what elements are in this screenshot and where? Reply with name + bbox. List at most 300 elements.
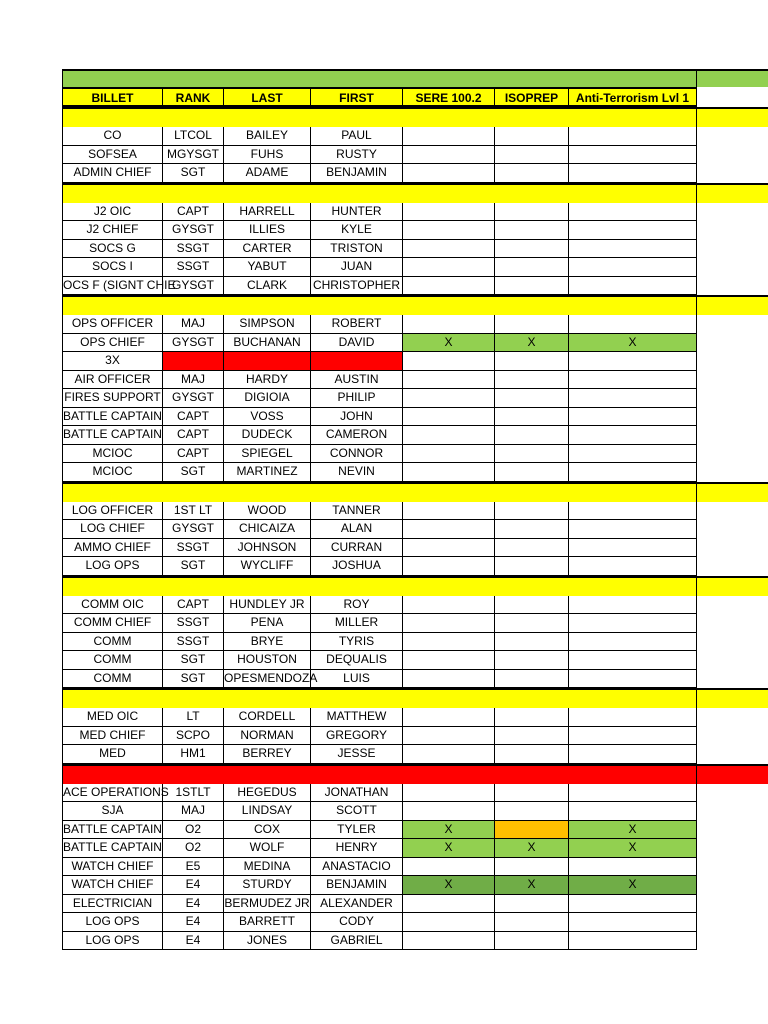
anti-terrorism-cell[interactable] (569, 164, 697, 183)
sere-cell[interactable] (403, 277, 495, 296)
rank-cell[interactable]: SGT (163, 463, 224, 482)
rank-cell[interactable]: SSGT (163, 240, 224, 259)
last-name-cell[interactable]: HOUSTON (224, 651, 311, 670)
first-name-cell[interactable]: JESSE (311, 745, 403, 764)
first-name-cell[interactable]: MATTHEW (311, 708, 403, 727)
rank-cell[interactable]: SCPO (163, 727, 224, 746)
billet-cell[interactable]: SJA (62, 802, 163, 821)
table-row (62, 389, 768, 408)
sere-cell[interactable] (403, 445, 495, 464)
sere-cell[interactable] (403, 127, 495, 146)
last-name-cell[interactable]: HARRELL (224, 203, 311, 222)
rank-cell[interactable]: GYSGT (163, 334, 224, 353)
billet-cell[interactable]: MCIOC (62, 445, 163, 464)
sere-cell[interactable] (403, 784, 495, 803)
rank-cell[interactable]: E4 (163, 932, 224, 951)
isoprep-cell[interactable] (495, 371, 569, 390)
first-name-cell[interactable]: MILLER (311, 614, 403, 633)
last-name-cell[interactable]: LINDSAY (224, 802, 311, 821)
rank-cell[interactable]: LT (163, 708, 224, 727)
isoprep-cell[interactable] (495, 784, 569, 803)
sere-cell[interactable] (403, 932, 495, 951)
billet-cell[interactable]: SOCS G (62, 240, 163, 259)
isoprep-cell[interactable] (495, 203, 569, 222)
sere-cell[interactable] (403, 670, 495, 689)
first-name-cell[interactable]: JONATHAN (311, 784, 403, 803)
anti-terrorism-cell[interactable] (569, 240, 697, 259)
billet-cell[interactable]: BATTLE CAPTAIN (62, 426, 163, 445)
rank-cell[interactable]: CAPT (163, 203, 224, 222)
last-name-cell[interactable]: WOOD (224, 502, 311, 521)
table-row (62, 520, 768, 539)
first-name-cell[interactable]: CAMERON (311, 426, 403, 445)
billet-cell[interactable]: LOG OPS (62, 557, 163, 576)
sere-cell[interactable] (403, 164, 495, 183)
header-rank[interactable]: RANK (163, 87, 224, 107)
rank-cell[interactable]: CAPT (163, 426, 224, 445)
last-name-cell[interactable]: CHICAIZA (224, 520, 311, 539)
first-name-cell[interactable]: BENJAMIN (311, 164, 403, 183)
rank-cell[interactable]: CAPT (163, 408, 224, 427)
billet-cell[interactable]: COMM OIC (62, 596, 163, 615)
rank-cell[interactable]: MGYSGT (163, 146, 224, 165)
billet-cell[interactable]: ACE OPERATIONS (62, 784, 163, 803)
isoprep-cell[interactable]: X (495, 876, 569, 895)
section-band (62, 688, 768, 708)
sere-cell[interactable] (403, 651, 495, 670)
anti-terrorism-cell[interactable] (569, 408, 697, 427)
section-band (62, 482, 768, 502)
table-row (62, 146, 768, 165)
rank-cell[interactable]: E4 (163, 895, 224, 914)
billet-cell[interactable]: LOG OPS (62, 913, 163, 932)
last-name-cell[interactable]: OPESMENDOZA (224, 670, 311, 689)
billet-cell[interactable]: COMM (62, 633, 163, 652)
section-band (62, 576, 768, 596)
anti-terrorism-cell[interactable] (569, 895, 697, 914)
roster-sheet (62, 69, 768, 950)
rank-cell[interactable]: GYSGT (163, 520, 224, 539)
anti-terrorism-cell[interactable] (569, 913, 697, 932)
last-name-cell[interactable]: BUCHANAN (224, 334, 311, 353)
anti-terrorism-cell[interactable] (569, 932, 697, 951)
sere-cell[interactable] (403, 539, 495, 558)
rank-cell[interactable]: SGT (163, 557, 224, 576)
last-name-cell[interactable]: JONES (224, 932, 311, 951)
title-band (62, 69, 768, 87)
isoprep-cell[interactable] (495, 858, 569, 877)
anti-terrorism-cell[interactable] (569, 389, 697, 408)
table-row (62, 315, 768, 334)
billet-cell[interactable]: FIRES SUPPORT (62, 389, 163, 408)
sere-cell[interactable] (403, 240, 495, 259)
sere-cell[interactable] (403, 408, 495, 427)
isoprep-cell[interactable] (495, 426, 569, 445)
billet-cell[interactable]: OPS OFFICER (62, 315, 163, 334)
billet-cell[interactable]: J2 CHIEF (62, 221, 163, 240)
first-name-cell[interactable]: CURRAN (311, 539, 403, 558)
header-last[interactable]: LAST (224, 87, 311, 107)
first-name-cell[interactable]: ALEXANDER (311, 895, 403, 914)
billet-cell[interactable]: ADMIN CHIEF (62, 164, 163, 183)
billet-cell[interactable]: SOCS I (62, 258, 163, 277)
first-name-cell[interactable]: ANASTACIO (311, 858, 403, 877)
first-name-cell[interactable]: HENRY (311, 839, 403, 858)
rank-cell[interactable]: GYSGT (163, 277, 224, 296)
last-name-cell[interactable]: MARTINEZ (224, 463, 311, 482)
billet-cell[interactable]: COMM (62, 670, 163, 689)
isoprep-cell[interactable] (495, 745, 569, 764)
billet-cell[interactable]: BATTLE CAPTAIN (62, 839, 163, 858)
last-name-cell[interactable]: CORDELL (224, 708, 311, 727)
last-name-cell[interactable]: STURDY (224, 876, 311, 895)
last-name-cell[interactable]: DIGIOIA (224, 389, 311, 408)
section-band (62, 295, 768, 315)
rank-cell[interactable]: CAPT (163, 445, 224, 464)
sere-cell[interactable] (403, 315, 495, 334)
isoprep-cell[interactable] (495, 802, 569, 821)
billet-cell[interactable]: COMM (62, 651, 163, 670)
anti-terrorism-cell[interactable] (569, 463, 697, 482)
first-name-cell[interactable]: JOHN (311, 408, 403, 427)
isoprep-cell[interactable] (495, 651, 569, 670)
anti-terrorism-cell[interactable]: X (569, 839, 697, 858)
isoprep-cell[interactable] (495, 240, 569, 259)
last-name-cell[interactable] (224, 352, 311, 371)
isoprep-cell[interactable] (495, 539, 569, 558)
first-name-cell[interactable] (311, 352, 403, 371)
anti-terrorism-cell[interactable] (569, 708, 697, 727)
first-name-cell[interactable]: TYLER (311, 821, 403, 840)
first-name-cell[interactable]: HUNTER (311, 203, 403, 222)
first-name-cell[interactable]: AUSTIN (311, 371, 403, 390)
header-anti-terrorism[interactable]: Anti-Terrorism Lvl 1 (569, 87, 697, 107)
billet-cell[interactable]: MED OIC (62, 708, 163, 727)
sere-cell[interactable] (403, 596, 495, 615)
rank-cell[interactable]: E4 (163, 913, 224, 932)
sere-cell[interactable] (403, 633, 495, 652)
isoprep-cell[interactable] (495, 352, 569, 371)
billet-cell[interactable]: MED CHIEF (62, 727, 163, 746)
billet-cell[interactable]: ELECTRICIAN (62, 895, 163, 914)
billet-cell[interactable]: WATCH CHIEF (62, 858, 163, 877)
first-name-cell[interactable]: PHILIP (311, 389, 403, 408)
sere-cell[interactable] (403, 426, 495, 445)
billet-cell[interactable]: AIR OFFICER (62, 371, 163, 390)
rank-cell[interactable]: SGT (163, 670, 224, 689)
sere-cell[interactable]: X (403, 334, 495, 353)
anti-terrorism-cell[interactable] (569, 277, 697, 296)
last-name-cell[interactable]: SPIEGEL (224, 445, 311, 464)
first-name-cell[interactable]: JUAN (311, 258, 403, 277)
rank-cell[interactable]: MAJ (163, 802, 224, 821)
last-name-cell[interactable]: CARTER (224, 240, 311, 259)
first-name-cell[interactable]: TANNER (311, 502, 403, 521)
rank-cell[interactable]: CAPT (163, 596, 224, 615)
isoprep-cell[interactable] (495, 913, 569, 932)
billet-cell[interactable]: SOFSEA (62, 146, 163, 165)
billet-cell[interactable]: LOG OFFICER (62, 502, 163, 521)
last-name-cell[interactable]: CLARK (224, 277, 311, 296)
isoprep-cell[interactable] (495, 127, 569, 146)
isoprep-cell[interactable] (495, 727, 569, 746)
anti-terrorism-cell[interactable] (569, 258, 697, 277)
isoprep-cell[interactable] (495, 445, 569, 464)
first-name-cell[interactable]: ROY (311, 596, 403, 615)
last-name-cell[interactable]: HEGEDUS (224, 784, 311, 803)
first-name-cell[interactable]: KYLE (311, 221, 403, 240)
rank-cell[interactable]: SGT (163, 164, 224, 183)
isoprep-cell[interactable] (495, 708, 569, 727)
sere-cell[interactable] (403, 463, 495, 482)
anti-terrorism-cell[interactable] (569, 633, 697, 652)
last-name-cell[interactable]: YABUT (224, 258, 311, 277)
last-name-cell[interactable]: BERREY (224, 745, 311, 764)
rank-cell[interactable]: MAJ (163, 371, 224, 390)
isoprep-cell[interactable] (495, 315, 569, 334)
sere-cell[interactable]: X (403, 821, 495, 840)
anti-terrorism-cell[interactable] (569, 520, 697, 539)
billet-cell[interactable]: WATCH CHIEF (62, 876, 163, 895)
last-name-cell[interactable]: HARDY (224, 371, 311, 390)
anti-terrorism-cell[interactable]: X (569, 876, 697, 895)
table-row (62, 539, 768, 558)
last-name-cell[interactable]: WYCLIFF (224, 557, 311, 576)
table-row (62, 802, 768, 821)
header-isoprep[interactable]: ISOPREP (495, 87, 569, 107)
isoprep-cell[interactable] (495, 258, 569, 277)
billet-cell[interactable]: MCIOC (62, 463, 163, 482)
sere-cell[interactable]: X (403, 839, 495, 858)
last-name-cell[interactable]: JOHNSON (224, 539, 311, 558)
sere-cell[interactable] (403, 913, 495, 932)
sere-cell[interactable] (403, 389, 495, 408)
rank-cell[interactable]: GYSGT (163, 221, 224, 240)
first-name-cell[interactable]: GABRIEL (311, 932, 403, 951)
anti-terrorism-cell[interactable] (569, 502, 697, 521)
last-name-cell[interactable]: BRYE (224, 633, 311, 652)
sere-cell[interactable] (403, 895, 495, 914)
last-name-cell[interactable]: WOLF (224, 839, 311, 858)
rank-cell[interactable]: O2 (163, 839, 224, 858)
isoprep-cell[interactable] (495, 277, 569, 296)
first-name-cell[interactable]: PAUL (311, 127, 403, 146)
anti-terrorism-cell[interactable] (569, 539, 697, 558)
billet-cell[interactable]: COMM CHIEF (62, 614, 163, 633)
first-name-cell[interactable]: LUIS (311, 670, 403, 689)
billet-cell[interactable]: AMMO CHIEF (62, 539, 163, 558)
table-row (62, 221, 768, 240)
last-name-cell[interactable]: HUNDLEY JR (224, 596, 311, 615)
first-name-cell[interactable]: TRISTON (311, 240, 403, 259)
header-sere[interactable]: SERE 100.2 (403, 87, 495, 107)
last-name-cell[interactable]: BARRETT (224, 913, 311, 932)
billet-cell[interactable]: J2 OIC (62, 203, 163, 222)
anti-terrorism-cell[interactable]: X (569, 334, 697, 353)
first-name-cell[interactable]: ALAN (311, 520, 403, 539)
anti-terrorism-cell[interactable] (569, 146, 697, 165)
isoprep-cell[interactable] (495, 389, 569, 408)
first-name-cell[interactable]: CONNOR (311, 445, 403, 464)
sere-cell[interactable] (403, 802, 495, 821)
rank-cell[interactable]: SSGT (163, 633, 224, 652)
roster-body (62, 107, 768, 950)
anti-terrorism-cell[interactable] (569, 614, 697, 633)
isoprep-cell[interactable] (495, 895, 569, 914)
first-name-cell[interactable]: CHRISTOPHER (311, 277, 403, 296)
anti-terrorism-cell[interactable] (569, 557, 697, 576)
first-name-cell[interactable]: BENJAMIN (311, 876, 403, 895)
first-name-cell[interactable]: RUSTY (311, 146, 403, 165)
isoprep-cell[interactable] (495, 932, 569, 951)
isoprep-cell[interactable] (495, 408, 569, 427)
isoprep-cell[interactable] (495, 633, 569, 652)
last-name-cell[interactable]: ILLIES (224, 221, 311, 240)
isoprep-cell[interactable] (495, 670, 569, 689)
first-name-cell[interactable]: CODY (311, 913, 403, 932)
first-name-cell[interactable]: TYRIS (311, 633, 403, 652)
header-first[interactable]: FIRST (311, 87, 403, 107)
sere-cell[interactable] (403, 520, 495, 539)
anti-terrorism-cell[interactable] (569, 858, 697, 877)
billet-cell[interactable]: 3X (62, 352, 163, 371)
anti-terrorism-cell[interactable] (569, 670, 697, 689)
rank-cell[interactable]: HM1 (163, 745, 224, 764)
first-name-cell[interactable]: ROBERT (311, 315, 403, 334)
last-name-cell[interactable]: ADAME (224, 164, 311, 183)
rank-cell[interactable]: SGT (163, 651, 224, 670)
last-name-cell[interactable]: MEDINA (224, 858, 311, 877)
sere-cell[interactable] (403, 203, 495, 222)
billet-cell[interactable]: CO (62, 127, 163, 146)
anti-terrorism-cell[interactable] (569, 371, 697, 390)
anti-terrorism-cell[interactable] (569, 596, 697, 615)
rank-cell[interactable]: 1ST LT (163, 502, 224, 521)
first-name-cell[interactable]: JOSHUA (311, 557, 403, 576)
billet-cell[interactable]: BATTLE CAPTAIN (62, 821, 163, 840)
last-name-cell[interactable]: PENA (224, 614, 311, 633)
last-name-cell[interactable]: BERMUDEZ JR (224, 895, 311, 914)
anti-terrorism-cell[interactable] (569, 727, 697, 746)
first-name-cell[interactable]: NEVIN (311, 463, 403, 482)
anti-terrorism-cell[interactable] (569, 802, 697, 821)
rank-cell[interactable]: 1STLT (163, 784, 224, 803)
header-billet[interactable]: BILLET (62, 87, 163, 107)
anti-terrorism-cell[interactable] (569, 221, 697, 240)
billet-cell[interactable]: LOG CHIEF (62, 520, 163, 539)
billet-cell[interactable]: BATTLE CAPTAIN (62, 408, 163, 427)
first-name-cell[interactable]: DAVID (311, 334, 403, 353)
sere-cell[interactable] (403, 352, 495, 371)
anti-terrorism-cell[interactable] (569, 315, 697, 334)
sere-cell[interactable] (403, 727, 495, 746)
isoprep-cell[interactable]: X (495, 839, 569, 858)
sere-cell[interactable] (403, 557, 495, 576)
isoprep-cell[interactable] (495, 596, 569, 615)
last-name-cell[interactable]: VOSS (224, 408, 311, 427)
table-row (62, 203, 768, 222)
sere-cell[interactable] (403, 858, 495, 877)
billet-cell[interactable]: MED (62, 745, 163, 764)
table-row (62, 708, 768, 727)
last-name-cell[interactable]: BAILEY (224, 127, 311, 146)
isoprep-cell[interactable] (495, 463, 569, 482)
table-row (62, 913, 768, 932)
anti-terrorism-cell[interactable] (569, 784, 697, 803)
first-name-cell[interactable]: SCOTT (311, 802, 403, 821)
table-row (62, 596, 768, 615)
sere-cell[interactable] (403, 745, 495, 764)
sere-cell[interactable] (403, 708, 495, 727)
isoprep-cell[interactable] (495, 520, 569, 539)
anti-terrorism-cell[interactable] (569, 445, 697, 464)
table-row (62, 876, 768, 895)
table-row (62, 277, 768, 296)
anti-terrorism-cell[interactable] (569, 127, 697, 146)
rank-cell[interactable]: SSGT (163, 539, 224, 558)
sere-cell[interactable] (403, 258, 495, 277)
rank-cell[interactable]: E5 (163, 858, 224, 877)
sere-cell[interactable] (403, 614, 495, 633)
isoprep-cell[interactable] (495, 164, 569, 183)
anti-terrorism-cell[interactable] (569, 745, 697, 764)
last-name-cell[interactable]: DUDECK (224, 426, 311, 445)
first-name-cell[interactable]: GREGORY (311, 727, 403, 746)
last-name-cell[interactable]: COX (224, 821, 311, 840)
rank-cell[interactable] (163, 352, 224, 371)
billet-cell[interactable]: OPS CHIEF (62, 334, 163, 353)
sere-cell[interactable]: X (403, 876, 495, 895)
last-name-cell[interactable]: FUHS (224, 146, 311, 165)
table-row (62, 445, 768, 464)
isoprep-cell[interactable] (495, 614, 569, 633)
sere-cell[interactable] (403, 221, 495, 240)
table-row (62, 371, 768, 390)
rank-cell[interactable]: O2 (163, 821, 224, 840)
isoprep-cell[interactable] (495, 146, 569, 165)
rank-cell[interactable]: E4 (163, 876, 224, 895)
anti-terrorism-cell[interactable] (569, 426, 697, 445)
table-row (62, 932, 768, 951)
sere-cell[interactable] (403, 502, 495, 521)
table-row (62, 727, 768, 746)
rank-cell[interactable]: MAJ (163, 315, 224, 334)
isoprep-cell[interactable]: X (495, 334, 569, 353)
rank-cell[interactable]: GYSGT (163, 389, 224, 408)
first-name-cell[interactable]: DEQUALIS (311, 651, 403, 670)
isoprep-cell[interactable] (495, 557, 569, 576)
table-row (62, 670, 768, 689)
table-row (62, 334, 768, 353)
table-row (62, 408, 768, 427)
sere-cell[interactable] (403, 371, 495, 390)
last-name-cell[interactable]: NORMAN (224, 727, 311, 746)
rank-cell[interactable]: LTCOL (163, 127, 224, 146)
billet-cell[interactable]: OCS F (SIGNT CHIE (62, 277, 163, 296)
isoprep-cell[interactable] (495, 221, 569, 240)
rank-cell[interactable]: SSGT (163, 614, 224, 633)
billet-cell[interactable]: LOG OPS (62, 932, 163, 951)
last-name-cell[interactable]: SIMPSON (224, 315, 311, 334)
anti-terrorism-cell[interactable]: X (569, 821, 697, 840)
anti-terrorism-cell[interactable] (569, 352, 697, 371)
isoprep-cell[interactable] (495, 502, 569, 521)
rank-cell[interactable]: SSGT (163, 258, 224, 277)
anti-terrorism-cell[interactable] (569, 651, 697, 670)
isoprep-cell[interactable] (495, 821, 569, 840)
sere-cell[interactable] (403, 146, 495, 165)
anti-terrorism-cell[interactable] (569, 203, 697, 222)
